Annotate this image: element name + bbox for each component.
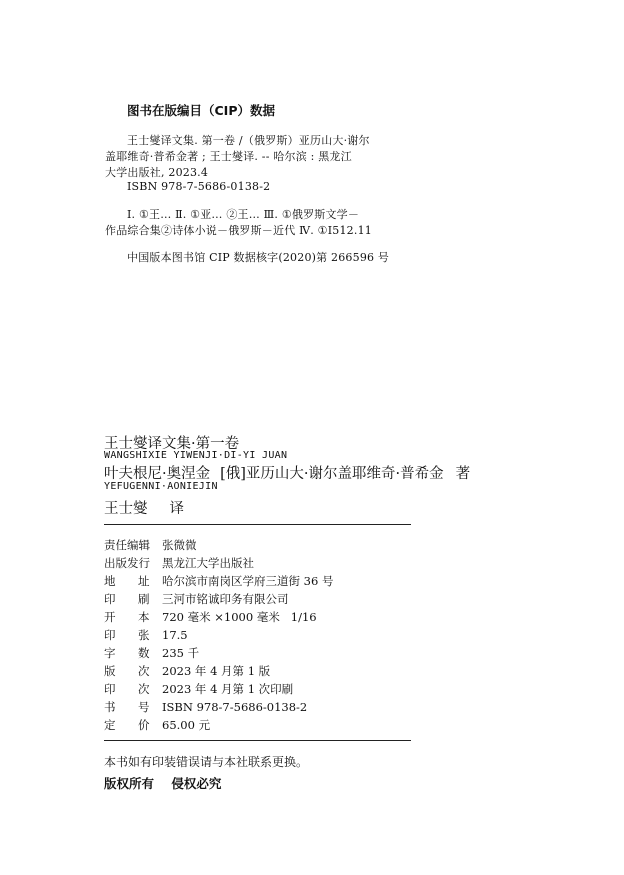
detail-row	[104, 717, 210, 733]
detail-value: 2023 年 4 月第 1 版	[162, 664, 271, 678]
author-role: 著	[455, 466, 471, 482]
cip-entry-line: 盖耶维奇·普希金著 ; 王士燮译. -- 哈尔滨 : 黑龙江	[105, 150, 352, 163]
detail-row	[104, 573, 333, 589]
detail-row	[104, 627, 188, 643]
detail-label: 印	[104, 592, 116, 606]
detail-value: 三河市铭诚印务有限公司	[162, 592, 289, 606]
detail-label: 定	[104, 718, 116, 732]
detail-label: 刷	[138, 592, 150, 606]
detail-value: ISBN 978-7-5686-0138-2	[162, 700, 308, 714]
translator-name: 王士燮	[104, 501, 148, 517]
detail-label: 书	[104, 700, 116, 714]
detail-label: 出版发行	[104, 556, 150, 570]
work-title-pinyin: YEFUGENNI·AONIEJIN	[104, 481, 218, 492]
detail-value: 720 毫米 ×1000 毫米 1/16	[162, 610, 317, 624]
detail-label: 张	[138, 628, 150, 642]
detail-label: 印	[104, 682, 116, 696]
cip-heading: 图书在版编目（CIP）数据	[127, 103, 275, 118]
detail-row	[104, 591, 289, 607]
cip-isbn-line: ISBN 978-7-5686-0138-2	[127, 180, 271, 193]
detail-label: 次	[138, 682, 150, 696]
detail-label: 次	[138, 664, 150, 678]
translator-role: 译	[169, 501, 184, 517]
detail-value: 235 千	[162, 646, 200, 660]
work-title: 叶夫根尼·奥涅金	[104, 466, 211, 482]
detail-label: 本	[138, 610, 150, 624]
author-line	[104, 462, 470, 483]
book-title: 王士燮译文集·第一卷	[104, 436, 240, 452]
divider-rule	[104, 524, 411, 525]
detail-row	[104, 681, 293, 697]
cip-entry-line: 王士燮译文集. 第一卷 /（俄罗斯）亚历山大·谢尔	[127, 134, 370, 147]
detail-label: 址	[138, 574, 150, 588]
detail-row	[104, 555, 254, 571]
copyright-notice: 版权所有 侵权必究	[104, 776, 222, 791]
cip-classification-line: Ⅰ. ①王… Ⅱ. ①亚… ②王… Ⅲ. ①俄罗斯文学－	[127, 208, 360, 221]
author-name: [俄]亚历山大·谢尔盖耶维奇·普希金	[220, 466, 444, 482]
detail-value: 黑龙江大学出版社	[162, 556, 254, 570]
translator-line	[104, 497, 184, 518]
detail-label: 开	[104, 610, 116, 624]
book-title-pinyin: WANGSHIXIE YIWENJI·DI-YI JUAN	[104, 450, 288, 461]
cip-classification-line: 作品综合集②诗体小说－俄罗斯－近代 Ⅳ. ①I512.11	[105, 224, 372, 237]
detail-label: 印	[104, 628, 116, 642]
detail-label: 字	[104, 646, 116, 660]
detail-label: 价	[138, 718, 150, 732]
detail-row	[104, 699, 307, 715]
detail-row	[104, 645, 199, 661]
detail-value: 哈尔滨市南岗区学府三道街 36 号	[162, 574, 334, 588]
replacement-notice: 本书如有印装错误请与本社联系更换。	[104, 755, 309, 769]
cip-archive-number: 中国版本图书馆 CIP 数据核字(2020)第 266596 号	[127, 251, 390, 264]
cip-entry-line: 大学出版社, 2023.4	[105, 166, 209, 179]
detail-row	[104, 537, 197, 553]
divider-rule	[104, 740, 411, 741]
detail-value: 张微微	[162, 538, 197, 552]
detail-value: 65.00 元	[162, 718, 211, 732]
detail-label: 地	[104, 574, 116, 588]
detail-row	[104, 663, 270, 679]
detail-label: 号	[138, 700, 150, 714]
detail-value: 17.5	[162, 628, 188, 642]
detail-row	[104, 609, 317, 625]
detail-label: 责任编辑	[104, 538, 150, 552]
detail-label: 数	[138, 646, 150, 660]
detail-label: 版	[104, 664, 116, 678]
detail-value: 2023 年 4 月第 1 次印刷	[162, 682, 294, 696]
